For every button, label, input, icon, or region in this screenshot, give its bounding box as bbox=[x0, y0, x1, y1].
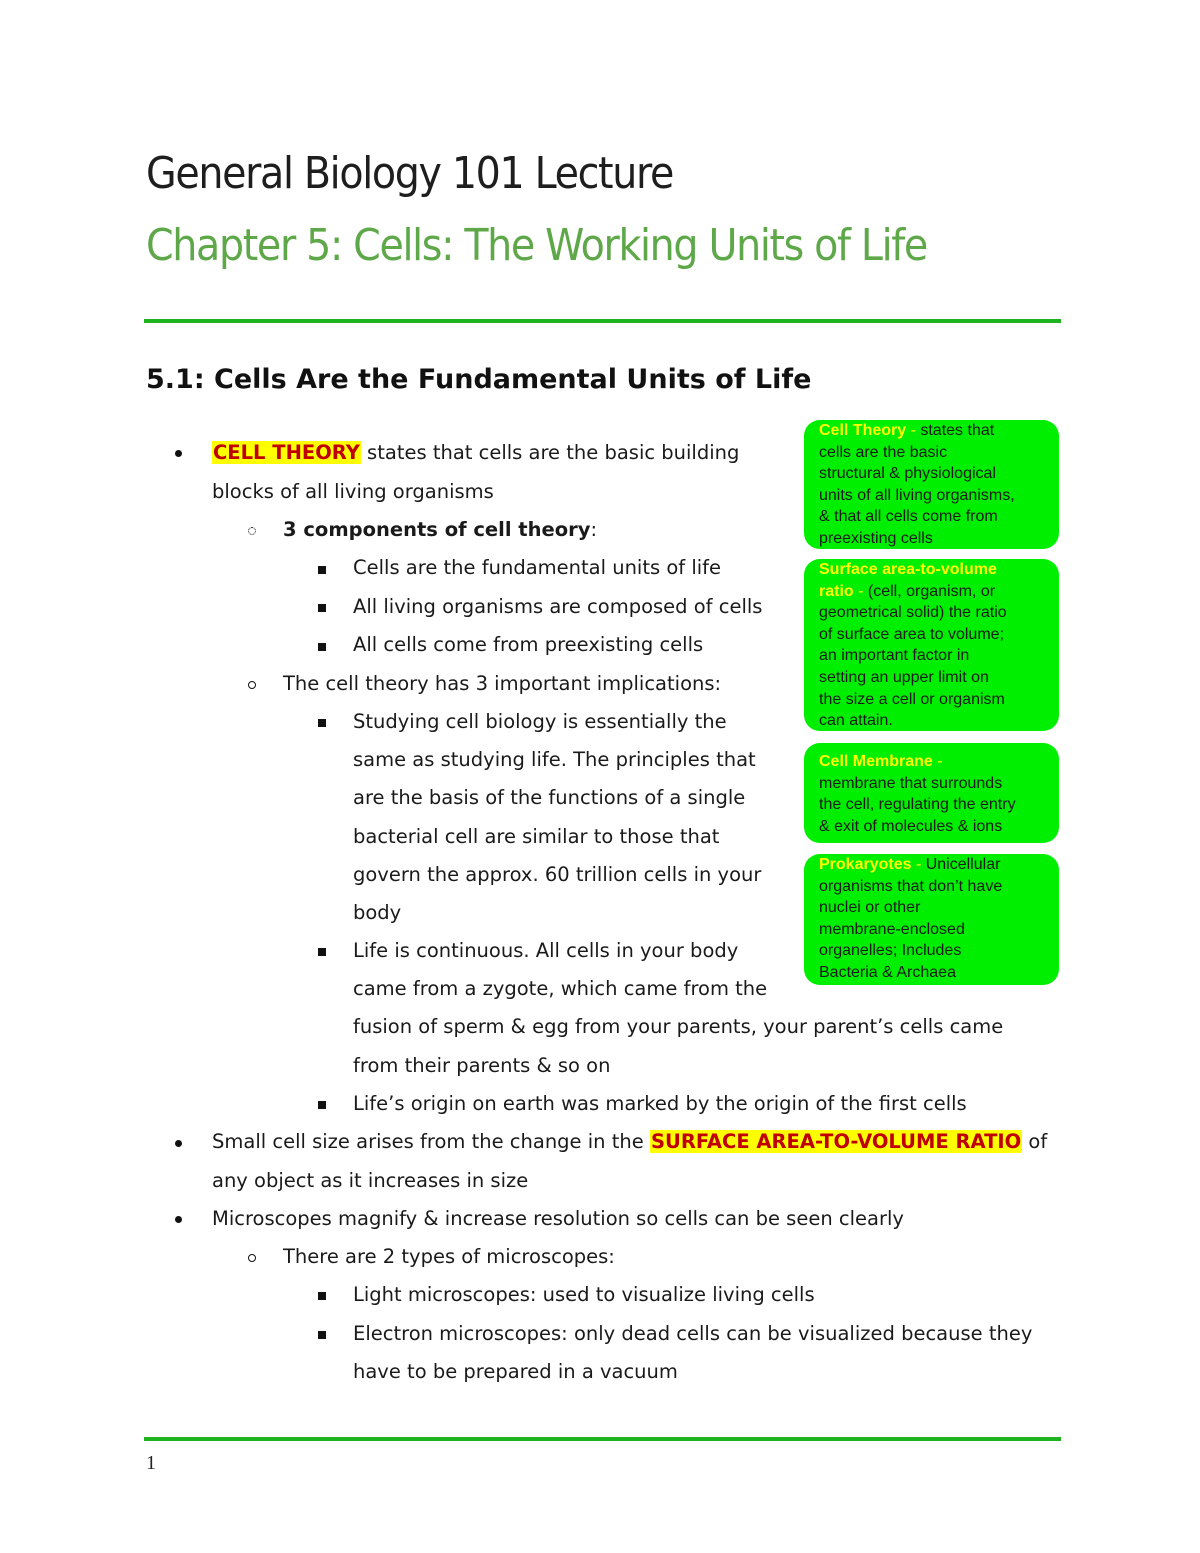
body-line: same as studying life. The principles that bbox=[353, 748, 756, 771]
body-line: 3 components of cell theory: bbox=[283, 518, 598, 541]
bullet-disc bbox=[175, 1140, 182, 1147]
bullet-square bbox=[318, 1292, 326, 1300]
bullet-circle bbox=[248, 1254, 256, 1262]
top-divider bbox=[144, 319, 1061, 323]
body-line: are the basis of the functions of a single bbox=[353, 786, 746, 809]
highlight-term-sa-volume: SURFACE AREA-TO-VOLUME RATIO bbox=[650, 1130, 1022, 1153]
body-line: Microscopes magnify & increase resolution so cells can be seen clearly bbox=[212, 1207, 904, 1230]
bullet-square bbox=[318, 719, 326, 727]
body-line: came from a zygote, which came from the bbox=[353, 977, 768, 1000]
bullet-square bbox=[318, 566, 326, 574]
body-line: The cell theory has 3 important implications: bbox=[283, 672, 722, 695]
body-line: Life’s origin on earth was marked by the origin of the first cells bbox=[353, 1092, 967, 1115]
bullet-circle bbox=[248, 527, 256, 535]
body-line: CELL THEORY states that cells are the basic building bbox=[213, 441, 740, 464]
chapter-title: Chapter 5: Cells: The Working Units of Life bbox=[146, 220, 927, 271]
body-line: govern the approx. 60 trillion cells in your bbox=[353, 863, 762, 886]
body-line: fusion of sperm & egg from your parents, your parent’s cells came bbox=[353, 1015, 1004, 1038]
bullet-square bbox=[318, 1101, 326, 1109]
body-line: body bbox=[353, 901, 402, 924]
bullet-circle bbox=[248, 681, 256, 689]
body-line: any object as it increases in size bbox=[212, 1169, 529, 1192]
body-line: Cells are the fundamental units of life bbox=[353, 556, 722, 579]
definition-box-cell-theory: Cell Theory - states that cells are the basic structural & physiological units of all living organisms, & that all cells come from preexisting cells bbox=[804, 420, 1059, 549]
bullet-disc bbox=[175, 450, 182, 457]
bullet-disc bbox=[175, 1216, 182, 1223]
bullet-square bbox=[318, 604, 326, 612]
body-line: Life is continuous. All cells in your body bbox=[353, 939, 739, 962]
body-line: All living organisms are composed of cells bbox=[353, 595, 763, 618]
definition-box-cell-membrane: Cell Membrane - membrane that surrounds the cell, regulating the entry & exit of molecules & ions bbox=[804, 743, 1059, 843]
body-line: bacterial cell are similar to those that bbox=[353, 825, 720, 848]
section-heading: 5.1: Cells Are the Fundamental Units of Life bbox=[146, 364, 812, 395]
bullet-square bbox=[318, 643, 326, 651]
definition-box-prokaryotes: Prokaryotes - Unicellular organisms that don’t have nuclei or other membrane-enclosed organelles; Includes Bacteria & Archaea bbox=[804, 854, 1059, 985]
body-line: have to be prepared in a vacuum bbox=[353, 1360, 678, 1383]
bullet-square bbox=[318, 948, 326, 956]
body-line: blocks of all living organisms bbox=[212, 480, 494, 503]
document-title: General Biology 101 Lecture bbox=[146, 148, 674, 199]
page-number: 1 bbox=[146, 1452, 156, 1474]
body-line: Light microscopes: used to visualize living cells bbox=[353, 1283, 815, 1306]
highlight-term-cell-theory: CELL THEORY bbox=[213, 441, 360, 464]
definition-box-surface-area: Surface area-to-volume ratio - (cell, organism, or geometrical solid) the ratio of surface area to volume; an important factor in setting an upper limit on the size a cell or organism can attain. bbox=[804, 559, 1059, 731]
body-line: There are 2 types of microscopes: bbox=[283, 1245, 615, 1268]
body-line: Electron microscopes: only dead cells can be visualized because they bbox=[353, 1322, 1033, 1345]
footer-divider bbox=[144, 1437, 1061, 1441]
bullet-square bbox=[318, 1331, 326, 1339]
body-line: Small cell size arises from the change in the SURFACE AREA-TO-VOLUME RATIO of bbox=[212, 1130, 1048, 1153]
body-line: All cells come from preexisting cells bbox=[353, 633, 704, 656]
body-line: Studying cell biology is essentially the bbox=[353, 710, 727, 733]
body-line: from their parents & so on bbox=[353, 1054, 611, 1077]
